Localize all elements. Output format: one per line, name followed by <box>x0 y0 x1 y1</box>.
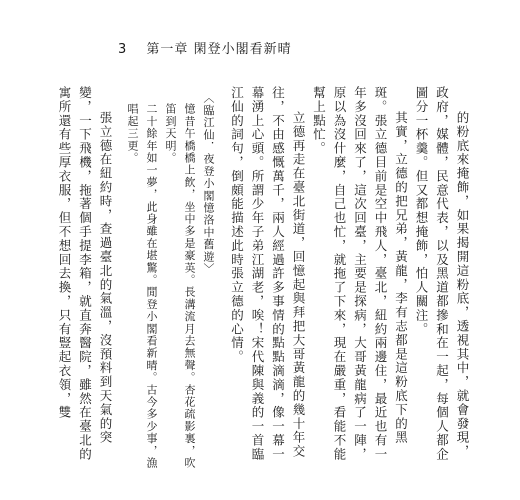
chapter-title: 閑登小閣看新晴 <box>193 42 292 57</box>
paragraph-2: 其實，立德的把兄弟，黃龍，李有志都是這粉底下的黑斑。張立德目前是空中飛人，臺北，紐約兩邊住，最近也有一年多沒回來了，這次回臺，主要是探病，大哥黃龍病了一陣，原以為沒什麼，自己也忙，就拖了下來，現在嚴重，看能不能幫上點忙。 <box>311 86 409 462</box>
vertical-text-body <box>57 86 472 471</box>
poem-line-2: 二十餘年如一夢，此身雖在堪驚。閒登小閣看新晴。古今多少事，漁唱起三更。 <box>126 102 158 469</box>
poem-block <box>123 86 218 471</box>
paragraph-3: 立德再走在臺北街道，回憶起與拜把大哥黃龍的幾十年交往，不由感慨萬千，兩人經過許多事情的點點滴滴，像一幕一幕湧上心頭。所謂少年子弟江湖老，唉！宋代陳與義的一首臨江仙的詞句，倒頗能描述此時張立德的心情。 <box>229 86 306 462</box>
paragraph-4: 張立德在紐約時，查過臺北的氣溫，沒預料到天氣的突變，一下飛機，拖著個手提李箱，就直奔醫院，雖然在臺北的寓所還有些厚衣服，但不想回去換，只有豎起衣領，雙 <box>57 86 113 462</box>
paragraph-1: 的粉底來掩飾，如果揭開這粉底，透視其中，就會發現，政府，媒體，民意代表，以及黑道都摻和在一起，每個人都企圖分一杯羹。但又都想掩飾，怕人關注。 <box>414 86 470 462</box>
poem-title: 〈臨江仙．夜登小閣憶洛中舊遊〉 <box>202 91 215 275</box>
chapter-label: 第一章 <box>146 42 189 57</box>
page-number: 3 <box>118 42 128 57</box>
page-header <box>118 38 292 57</box>
poem-line-1: 憶昔午橋橋上飲，坐中多是豪英。長溝流月去無聲。杏花疏影裏，吹笛到天明。 <box>164 102 196 469</box>
